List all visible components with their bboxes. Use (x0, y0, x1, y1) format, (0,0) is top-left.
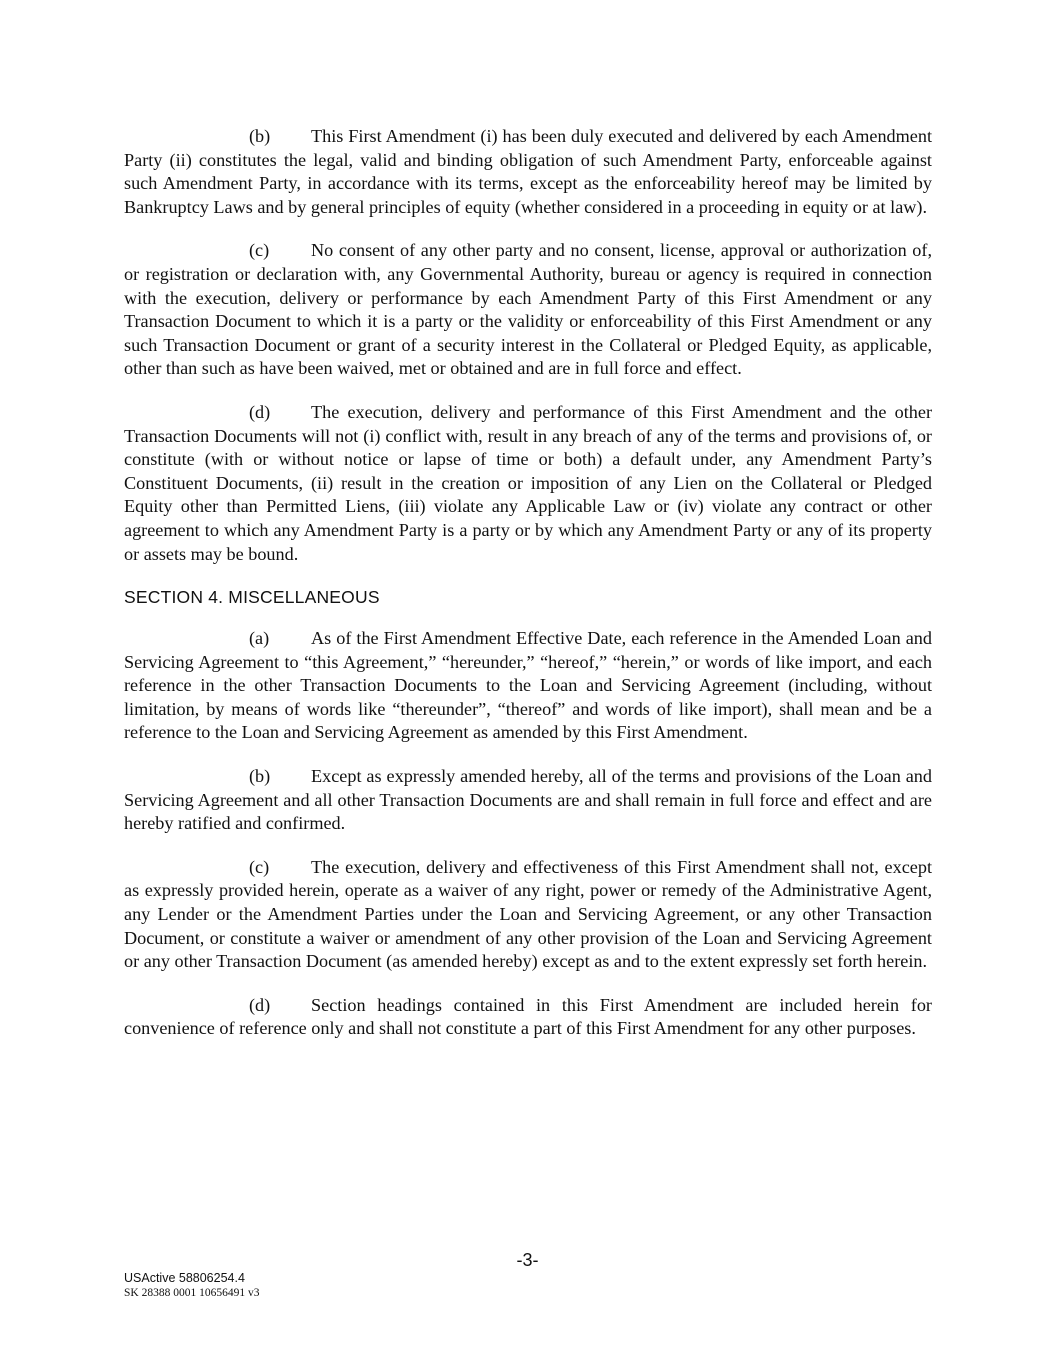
paragraph-4a (124, 627, 932, 745)
paragraph-label: (d) (249, 994, 271, 1015)
paragraph-3b (124, 125, 932, 219)
page-number: -3- (516, 1250, 539, 1270)
paragraph-label: (c) (249, 856, 270, 877)
paragraph-label: (b) (249, 766, 271, 787)
document-footer (124, 1271, 259, 1300)
paragraph-text: This First Amendment (i) has been duly executed and delivered by each Amendment Party (ii) constitutes the legal, valid and binding obligation of such Amendment Party, enforceable against such Amendment Party, in accordance with its terms, except as the enforceability hereof may be limited by Bankruptcy Laws and by general principles of equity (whether considered in a proceeding in equity or at law). (124, 126, 932, 217)
paragraph-3c (124, 239, 932, 381)
paragraph-text: No consent of any other party and no consent, license, approval or authorization of, or registration or declaration with, any Governmental Authority, bureau or agency is required in connection with the execution, delivery or performance by each Amendment Party of this First Amendment or any Transaction Document to which it is a party or the validity or enforceability of this First Amendment or any such Transaction Document or grant of a security interest in the Collateral or Pledged Equity, as applicable, other than such as have been waived, met or obtained and are in full force and effect. (124, 240, 932, 379)
paragraph-text: The execution, delivery and performance of this First Amendment and the other Transaction Documents will not (i) conflict with, result in any breach of any of the terms and provisions of, or constitute (with or without notice or lapse of time or both) a default under, any Amendment Party’s Constituent Documents, (ii) result in the creation or imposition of any Lien on the Collateral or Pledged Equity other than Permitted Liens, (iii) violate any Applicable Law or (iv) violate any contract or other agreement to which any Amendment Party is a party or by which any Amendment Party or any of its property or assets may be bound. (124, 401, 932, 564)
paragraph-4b (124, 765, 932, 836)
paragraph-label: (a) (249, 628, 270, 649)
paragraph-3d (124, 401, 932, 566)
paragraph-label: (b) (249, 126, 271, 146)
paragraph-4d (124, 994, 932, 1041)
paragraph-text: Section headings contained in this First Amendment are included herein for convenience of reference only and shall not constitute a part of this First Amendment for any other purposes. (124, 994, 932, 1039)
paragraph-4c (124, 856, 932, 974)
paragraph-text: Except as expressly amended hereby, all of the terms and provisions of the Loan and Servicing Agreement and all other Transaction Documents are and shall remain in full force and effect and are hereby ratified and confirmed. (124, 766, 932, 834)
paragraph-text: As of the First Amendment Effective Date, each reference in the Amended Loan and Servicing Agreement to “this Agreement,” “hereunder,” “hereof,” “herein,” or words of like import, and each reference in the other Transaction Documents to the Loan and Servicing Agreement (including, without limitation, by means of words like “thereunder”, “thereof” and words of like import), shall mean and be a reference to the Loan and Servicing Agreement as amended by this First Amendment. (124, 628, 932, 743)
footer-doc-id: USActive 58806254.4 (124, 1271, 245, 1285)
footer-file-ref: SK 28388 0001 10656491 v3 (124, 1287, 260, 1299)
section-heading: SECTION 4. MISCELLANEOUS (124, 587, 380, 608)
document-body (124, 125, 932, 1061)
paragraph-label: (d) (249, 401, 271, 422)
paragraph-label: (c) (249, 240, 270, 261)
paragraph-text: The execution, delivery and effectiveness of this First Amendment shall not, except as expressly provided herein, operate as a waiver of any right, power or remedy of the Administrative Agent, any Lender or the Amendment Parties under the Loan and Servicing Agreement, or any other Transaction Document, or constitute a waiver or amendment of any other provision of the Loan and Servicing Agreement or any other Transaction Document (as amended hereby) except as and to the extent expressly set forth herein. (124, 856, 932, 972)
